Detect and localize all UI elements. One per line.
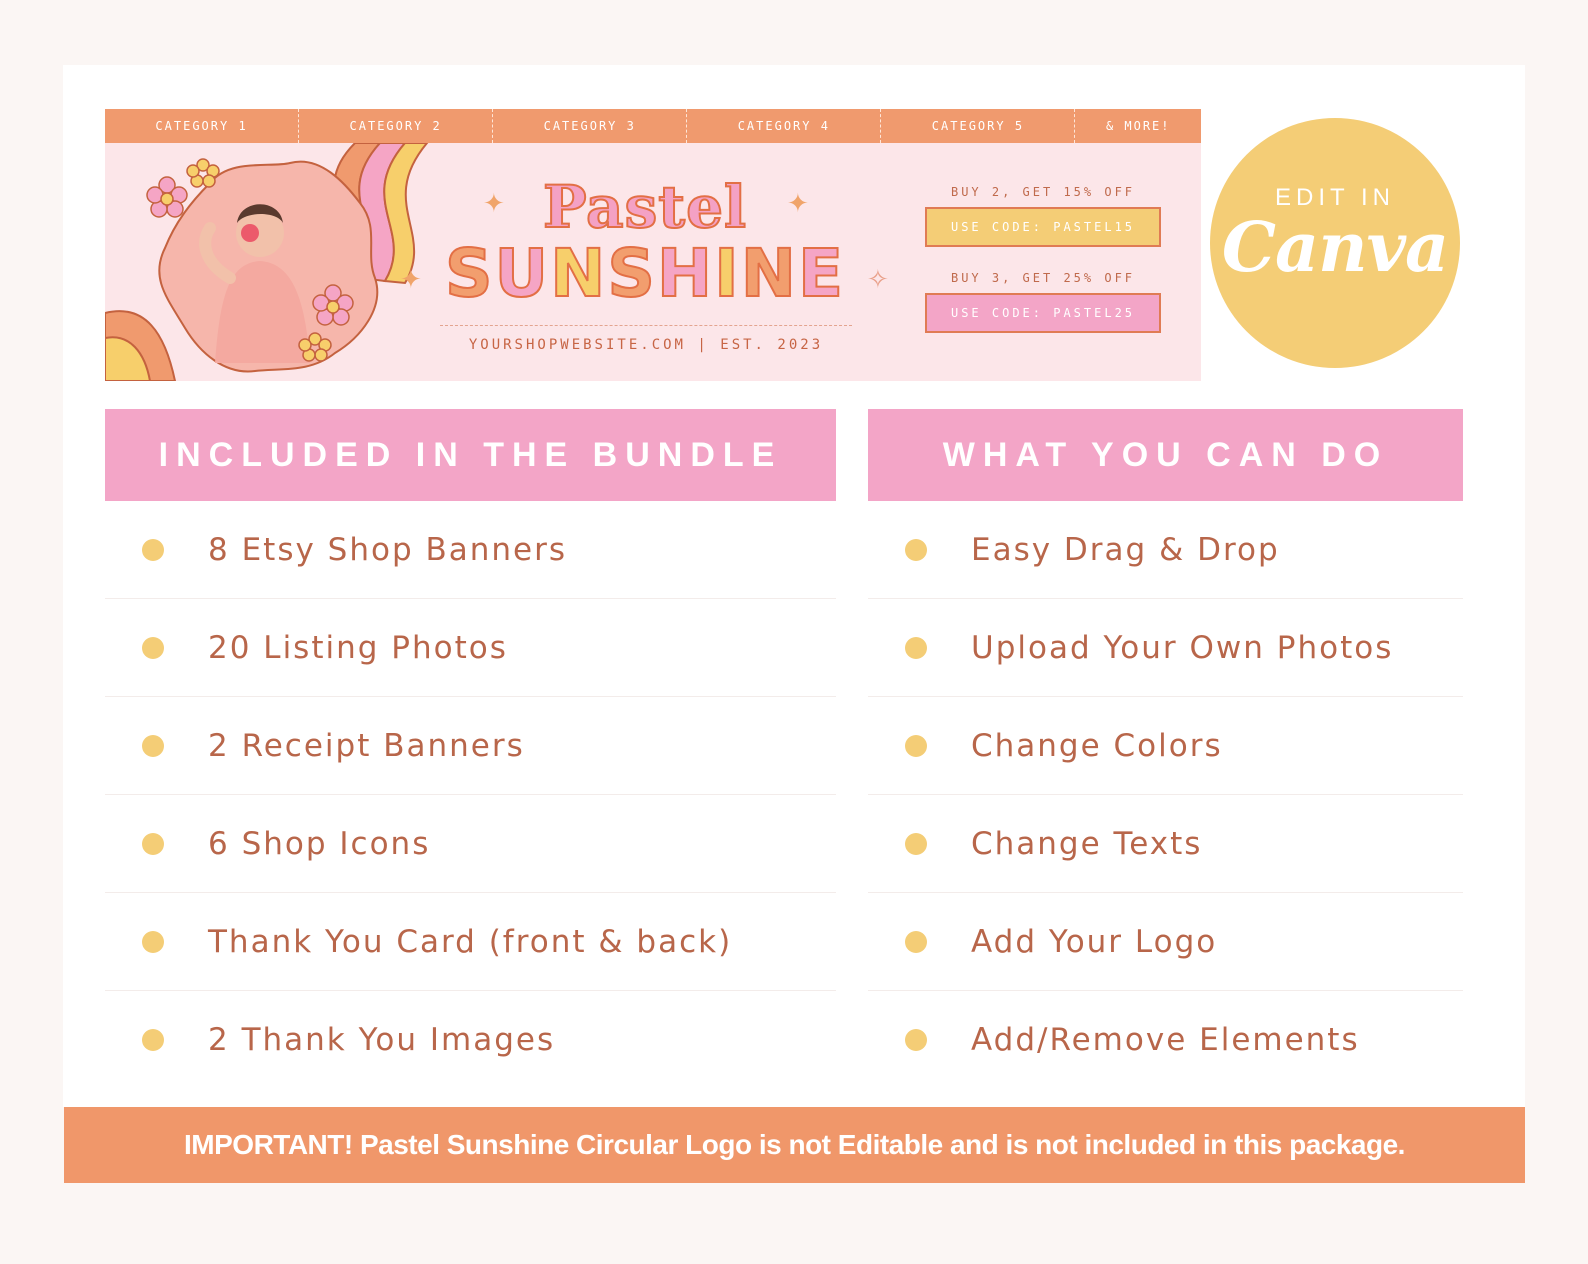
list-item-text: Easy Drag & Drop [971,531,1280,568]
promo-block-2 [925,271,1161,333]
can-do-heading: WHAT YOU CAN DO [868,409,1463,501]
model-photo-illustration [105,143,465,381]
shop-banner-preview [105,109,1201,381]
shop-website: YOURSHOPWEBSITE.COM | EST. 2023 [468,337,824,353]
list-item-text: Add/Remove Elements [971,1022,1360,1058]
list-item-text: 6 Shop Icons [208,825,431,862]
bullet-dot-icon [905,1029,927,1051]
can-do-list [868,501,1463,1089]
divider [440,325,852,326]
list-item [868,599,1463,697]
list-item-text: Change Colors [971,727,1223,764]
sparkle-icon: ✦ [483,189,505,219]
list-item [105,795,836,893]
important-notice-bar: IMPORTANT! Pastel Sunshine Circular Logo is not Editable and is not included in this package. [64,1107,1525,1183]
list-item [105,893,836,991]
bullet-dot-icon [905,539,927,561]
category-tab: CATEGORY 1 [105,109,299,143]
list-item [868,795,1463,893]
sparkle-icon: ✧ [867,265,889,295]
list-item-text: 8 Etsy Shop Banners [208,531,568,568]
category-tab: CATEGORY 3 [493,109,687,143]
category-tab: CATEGORY 5 [881,109,1075,143]
list-item-text: 2 Thank You Images [208,1022,556,1058]
list-item-text: Thank You Card (front & back) [208,923,733,960]
list-item [105,599,836,697]
included-column [105,409,836,1089]
list-item [868,501,1463,599]
promo-code: USE CODE: PASTEL15 [925,207,1161,247]
bullet-dot-icon [142,931,164,953]
brand-logo-text [440,173,850,312]
list-item [868,991,1463,1089]
product-card [63,65,1525,1107]
promo-block-1 [925,185,1161,247]
category-tab: CATEGORY 2 [299,109,493,143]
category-tab-more: & MORE! [1105,119,1171,133]
bullet-dot-icon [142,1029,164,1051]
category-tab: CATEGORY 4 [687,109,881,143]
list-item [105,991,836,1089]
canva-badge-caption: EDIT IN [1275,184,1395,211]
list-item-text: 2 Receipt Banners [208,727,525,764]
category-bar [105,109,1201,143]
list-item [105,501,836,599]
list-item [868,697,1463,795]
sparkle-icon: ✦ [400,265,422,295]
brand-title-line2: SUNSHINE [444,235,846,312]
list-item [105,697,836,795]
list-item-text: 20 Listing Photos [208,629,508,666]
list-item-text: Upload Your Own Photos [971,629,1394,666]
bullet-dot-icon [142,833,164,855]
promo-title: BUY 2, GET 15% OFF [950,185,1136,199]
bullet-dot-icon [905,735,927,757]
included-heading: INCLUDED IN THE BUNDLE [105,409,836,501]
canva-logo: Canva [1221,208,1449,288]
promo-code: USE CODE: PASTEL25 [925,293,1161,333]
bullet-dot-icon [142,539,164,561]
bullet-dot-icon [142,735,164,757]
bullet-dot-icon [905,833,927,855]
bullet-dot-icon [142,637,164,659]
included-list [105,501,836,1089]
bullet-dot-icon [905,637,927,659]
sparkle-icon: ✦ [787,189,809,219]
brand-title-line1: Pastel [542,173,747,241]
list-item-text: Add Your Logo [971,923,1218,960]
promo-title: BUY 3, GET 25% OFF [950,271,1136,285]
list-item-text: Change Texts [971,825,1203,862]
edit-in-canva-badge [1210,118,1460,368]
list-item [868,893,1463,991]
can-do-column [868,409,1463,1089]
bullet-dot-icon [905,931,927,953]
